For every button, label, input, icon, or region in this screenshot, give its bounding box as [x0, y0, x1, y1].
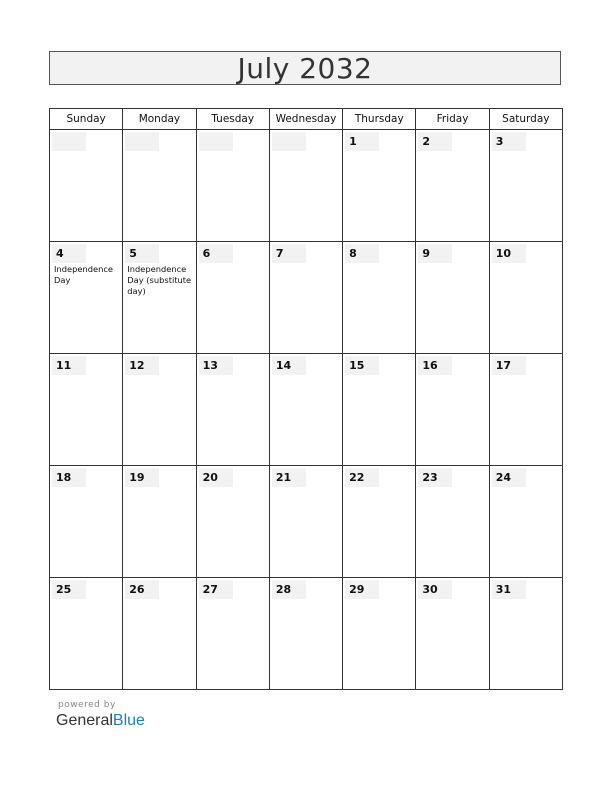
day-cell [123, 578, 196, 690]
day-cell [196, 466, 269, 578]
day-number [199, 132, 233, 151]
day-cell [269, 242, 342, 354]
day-cell [343, 242, 416, 354]
day-number: 24 [492, 468, 526, 487]
day-cell [489, 130, 562, 242]
day-cell [489, 354, 562, 466]
day-number: 27 [199, 580, 233, 599]
day-cell [343, 466, 416, 578]
weekday-header-row [50, 109, 563, 130]
day-cell [416, 466, 489, 578]
day-number: 12 [125, 356, 159, 375]
day-number: 31 [492, 580, 526, 599]
day-cell [196, 242, 269, 354]
day-cell [196, 130, 269, 242]
day-number: 30 [418, 580, 452, 599]
powered-by-text: powered by [58, 700, 116, 710]
day-number: 6 [199, 244, 233, 263]
day-cell [269, 466, 342, 578]
day-cell [50, 130, 123, 242]
calendar-title: July 2032 [237, 51, 373, 85]
day-cell [123, 130, 196, 242]
week-row [50, 130, 563, 242]
day-cell [416, 354, 489, 466]
day-cell [196, 354, 269, 466]
day-cell [123, 242, 196, 354]
day-cell [50, 354, 123, 466]
holiday-label: Independence Day [54, 264, 114, 285]
day-number: 26 [125, 580, 159, 599]
day-number [125, 132, 159, 151]
holiday-label: Independence Day (substitute day) [127, 264, 192, 296]
day-number: 5 [125, 244, 159, 263]
day-cell [269, 130, 342, 242]
day-number: 29 [345, 580, 379, 599]
day-number: 2 [418, 132, 452, 151]
brand-logo [56, 712, 145, 730]
week-row [50, 242, 563, 354]
day-cell [123, 354, 196, 466]
week-row [50, 578, 563, 690]
day-cell [489, 466, 562, 578]
day-cell [269, 354, 342, 466]
day-cell [343, 130, 416, 242]
day-number: 11 [52, 356, 86, 375]
day-number: 15 [345, 356, 379, 375]
weekday-header: Friday [416, 109, 489, 130]
day-number: 25 [52, 580, 86, 599]
day-cell [123, 466, 196, 578]
day-number: 10 [492, 244, 526, 263]
day-number: 18 [52, 468, 86, 487]
day-number: 13 [199, 356, 233, 375]
weekday-header: Saturday [489, 109, 562, 130]
day-number [272, 132, 306, 151]
calendar-title-bar [49, 51, 561, 85]
day-number: 4 [52, 244, 86, 263]
day-cell [269, 578, 342, 690]
day-cell [50, 466, 123, 578]
day-number [52, 132, 86, 151]
day-number: 1 [345, 132, 379, 151]
weekday-header: Sunday [50, 109, 123, 130]
day-number: 22 [345, 468, 379, 487]
weekday-header: Wednesday [269, 109, 342, 130]
day-cell [343, 354, 416, 466]
day-cell [196, 578, 269, 690]
brand-blue-text: Blue [112, 712, 145, 729]
weekday-header: Tuesday [196, 109, 269, 130]
day-number: 19 [125, 468, 159, 487]
brand-general-text: General [56, 712, 113, 729]
day-number: 23 [418, 468, 452, 487]
day-number: 28 [272, 580, 306, 599]
day-cell [489, 242, 562, 354]
day-number: 21 [272, 468, 306, 487]
day-cell [416, 242, 489, 354]
day-cell [416, 130, 489, 242]
calendar-grid [49, 108, 563, 690]
weekday-header: Monday [123, 109, 196, 130]
week-row [50, 354, 563, 466]
day-cell [489, 578, 562, 690]
day-cell [343, 578, 416, 690]
day-number: 8 [345, 244, 379, 263]
day-number: 9 [418, 244, 452, 263]
week-row [50, 466, 563, 578]
day-number: 7 [272, 244, 306, 263]
day-cell [50, 578, 123, 690]
weekday-header: Thursday [343, 109, 416, 130]
day-number: 14 [272, 356, 306, 375]
day-number: 16 [418, 356, 452, 375]
day-cell [416, 578, 489, 690]
day-number: 3 [492, 132, 526, 151]
day-number: 20 [199, 468, 233, 487]
day-cell [50, 242, 123, 354]
day-number: 17 [492, 356, 526, 375]
calendar-body [50, 130, 563, 690]
